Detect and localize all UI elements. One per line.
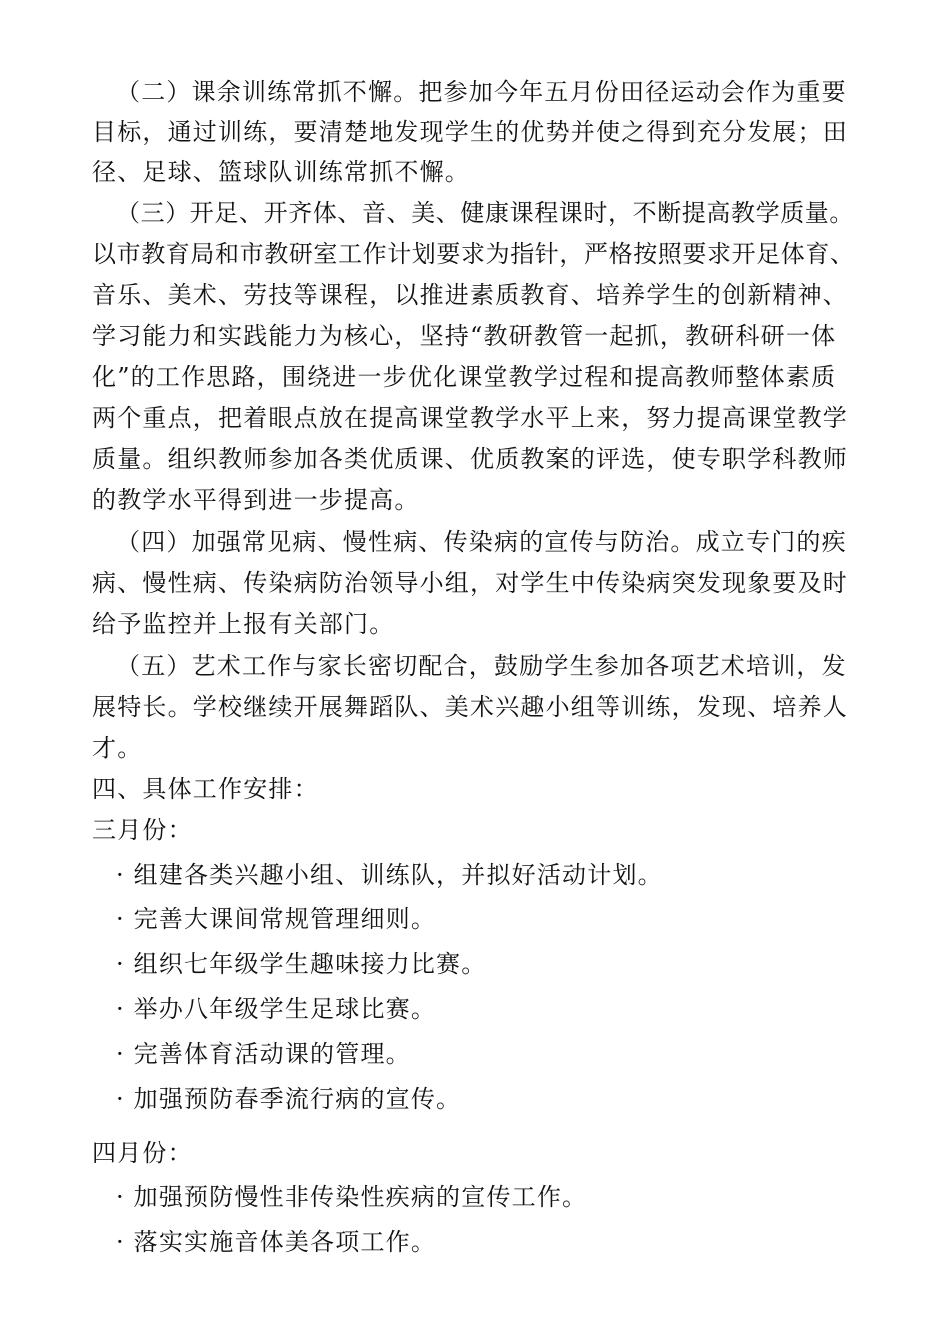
march-item-4: · 举办八年级学生足球比赛。	[116, 995, 437, 1023]
paragraph-3-line-8: 的教学水平得到进一步提高。	[92, 486, 420, 514]
march-item-1: · 组建各类兴趣小组、训练队，并拟好活动计划。	[116, 861, 663, 889]
march-item-2: · 完善大课间常规管理细则。	[116, 905, 437, 933]
paragraph-3-line-7: 质量。组织教师参加各类优质课、优质教案的评选，使专职学科教师	[92, 445, 848, 473]
march-heading: 三月份：	[92, 816, 193, 844]
paragraph-3-line-3: 音乐、美术、劳技等课程，以推进素质教育、培养学生的创新精神、	[92, 281, 848, 309]
paragraph-5-line-3: 才。	[92, 734, 143, 762]
paragraph-3-line-6: 两个重点，把着眼点放在提高课堂教学水平上来，努力提高课堂教学	[92, 404, 848, 432]
paragraph-3-line-1: （三）开足、开齐体、音、美、健康课程课时，不断提高教学质量。	[116, 199, 854, 227]
paragraph-2-line-2: 目标，通过训练，要清楚地发现学生的优势并使之得到充分发展；田	[92, 118, 848, 146]
paragraph-3-line-4: 学习能力和实践能力为核心，坚持“教研教管一起抓，教研科研一体	[92, 322, 837, 350]
march-item-6: · 加强预防春季流行病的宣传。	[116, 1085, 462, 1113]
paragraph-4-line-1: （四）加强常见病、慢性病、传染病的宣传与防治。成立专门的疾	[116, 528, 847, 556]
paragraph-2-line-1: （二）课余训练常抓不懈。把参加今年五月份田径运动会作为重要	[116, 78, 847, 106]
paragraph-4-line-3: 给予监控并上报有关部门。	[92, 610, 395, 638]
april-heading: 四月份：	[92, 1139, 193, 1167]
paragraph-3-line-2: 以市教育局和市教研室工作计划要求为指针，严格按照要求开足体育、	[92, 240, 855, 268]
march-item-3: · 组织七年级学生趣味接力比赛。	[116, 950, 487, 978]
march-item-5: · 完善体育活动课的管理。	[116, 1040, 411, 1068]
paragraph-3-line-5: 化”的工作思路，围绕进一步优化课堂教学过程和提高教师整体素质	[92, 363, 837, 391]
section-heading-work-arrangement: 四、具体工作安排：	[92, 775, 319, 803]
paragraph-5-line-1: （五）艺术工作与家长密切配合，鼓励学生参加各项艺术培训，发	[116, 652, 847, 680]
april-item-2: · 落实实施音体美各项工作。	[116, 1228, 437, 1256]
paragraph-4-line-2: 病、慢性病、传染病防治领导小组，对学生中传染病突发现象要及时	[92, 569, 848, 597]
paragraph-2-line-3: 径、足球、篮球队训练常抓不懈。	[92, 158, 470, 186]
paragraph-5-line-2: 展特长。学校继续开展舞蹈队、美术兴趣小组等训练，发现、培养人	[92, 693, 848, 721]
april-item-1: · 加强预防慢性非传染性疾病的宣传工作。	[116, 1183, 588, 1211]
